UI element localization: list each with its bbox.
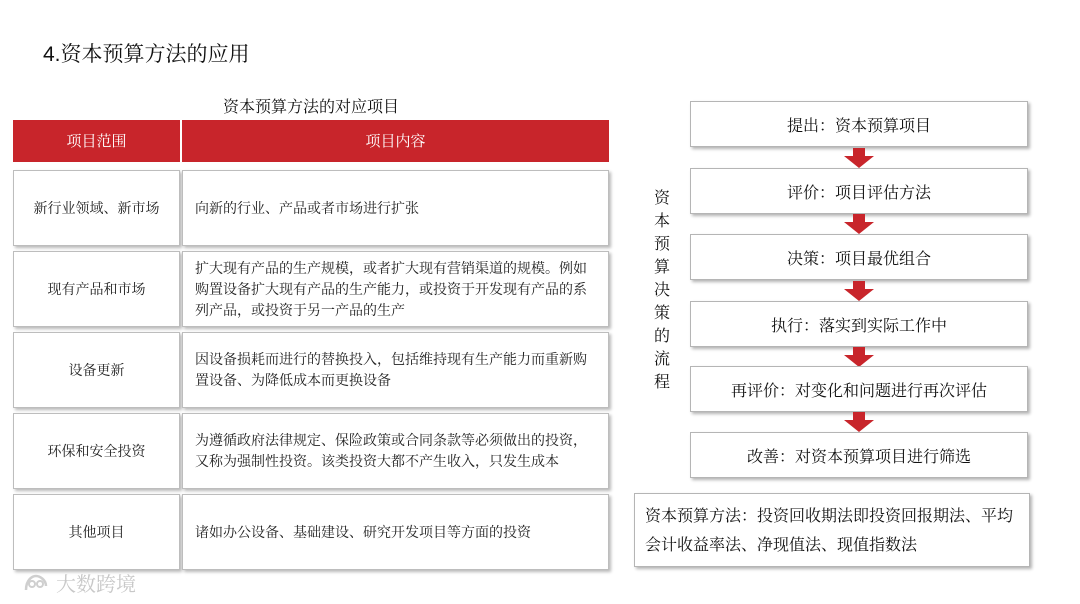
down-arrow-icon xyxy=(844,214,874,234)
down-arrow-icon xyxy=(844,347,874,367)
table-row-scope: 现有产品和市场 xyxy=(13,251,180,327)
table-row-scope: 新行业领域、新市场 xyxy=(13,170,180,246)
table-row-content: 因设备损耗而进行的替换投入，包括维持现有生产能力而重新购置设备、为降低成本而更换设备 xyxy=(182,332,609,408)
table-title: 资本预算方法的对应项目 xyxy=(222,99,399,116)
flow-step-improve: 改善：对资本预算项目进行筛选 xyxy=(690,432,1028,478)
table-row-content: 为遵循政府法律规定、保险政策或合同条款等必须做出的投资，又称为强制性投资。该类投资大都不产生收入，只发生成本 xyxy=(182,413,609,489)
watermark-text: 大数跨境 xyxy=(56,574,136,596)
flow-step-execute: 执行：落实到实际工作中 xyxy=(690,301,1028,347)
table-header-content: 项目内容 xyxy=(182,120,609,162)
flow-step-reevaluate: 再评价：对变化和问题进行再次评估 xyxy=(690,366,1028,412)
methods-note: 资本预算方法：投资回收期法即投资回报期法、平均会计收益率法、净现值法、现值指数法 xyxy=(634,493,1030,567)
watermark-logo-icon xyxy=(22,572,50,594)
table-row-content: 向新的行业、产品或者市场进行扩张 xyxy=(182,170,609,246)
flow-step-evaluate: 评价：项目评估方法 xyxy=(690,168,1028,214)
flow-step-propose: 提出：资本预算项目 xyxy=(690,101,1028,147)
table-row-content: 扩大现有产品的生产规模，或者扩大现有营销渠道的规模。例如购置设备扩大现有产品的生产能力，或投资于开发现有产品的系列产品，或投资于另一产品的生产 xyxy=(182,251,609,327)
watermark xyxy=(22,568,136,597)
table-row-scope: 环保和安全投资 xyxy=(13,413,180,489)
flow-vertical-label: 资本预算决策的流程 xyxy=(653,190,670,391)
down-arrow-icon xyxy=(844,281,874,301)
down-arrow-icon xyxy=(844,148,874,168)
table-row-content: 诸如办公设备、基础建设、研究开发项目等方面的投资 xyxy=(182,494,609,570)
table-row-scope: 设备更新 xyxy=(13,332,180,408)
table-row-scope: 其他项目 xyxy=(13,494,180,570)
table-header-scope: 项目范围 xyxy=(13,120,180,162)
page-title: 4.资本预算方法的应用 xyxy=(43,43,250,66)
down-arrow-icon xyxy=(844,412,874,432)
flow-step-decide: 决策：项目最优组合 xyxy=(690,234,1028,280)
